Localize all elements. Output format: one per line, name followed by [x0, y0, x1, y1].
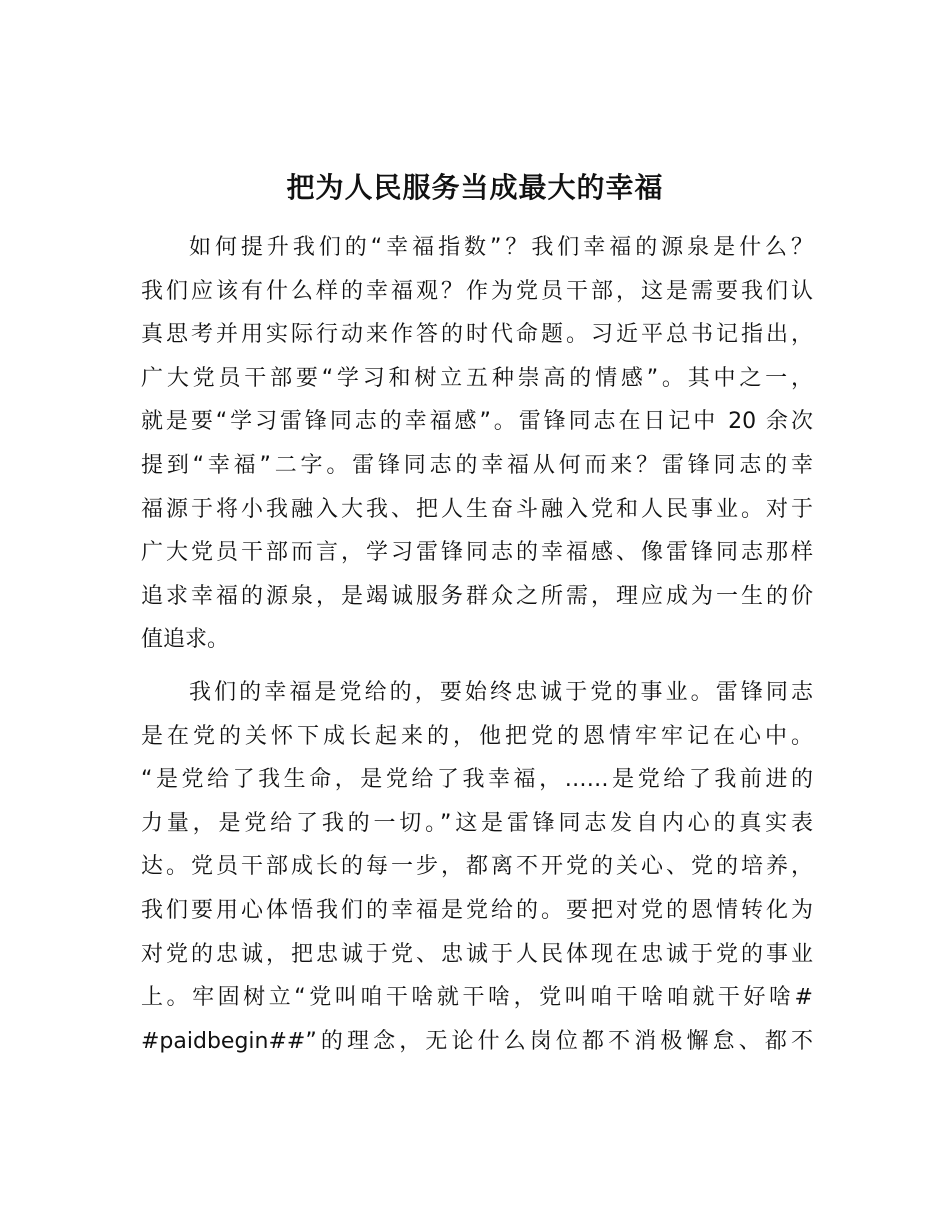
text-line: 追求幸福的源泉，是竭诚服务群众之所需，理应成为一生的价	[141, 583, 813, 609]
text-line: 是在党的关怀下成长起来的，他把党的恩情牢牢记在心中。	[141, 723, 813, 749]
text-line: 如何提升我们的“幸福指数”？我们幸福的源泉是什么？	[189, 235, 813, 260]
paragraph-2	[141, 671, 813, 1063]
text-line: 力量，是党给了我的一切。”这是雷锋同志发自内心的真实表	[141, 810, 813, 836]
text-line: 我们要用心体悟我们的幸福是党给的。要把对党的恩情转化为	[141, 897, 813, 923]
paragraph-spacer	[141, 662, 813, 671]
text-line: “是党给了我生命，是党给了我幸福，……是党给了我前进的	[141, 767, 813, 793]
text-line: 对党的忠诚，把忠诚于党、忠诚于人民体现在忠诚于党的事业	[141, 941, 813, 967]
text-line: 达。党员干部成长的每一步，都离不开党的关心、党的培养，	[141, 854, 813, 880]
text-line: 福源于将小我融入大我、把人生奋斗融入党和人民事业。对于	[141, 496, 813, 522]
paragraph-1	[141, 226, 813, 662]
text-line: #paidbegin##”的理念，无论什么岗位都不消极懈怠、都不	[141, 1028, 813, 1054]
document-body	[141, 226, 813, 1063]
text-line: 广大党员干部要“学习和树立五种崇高的情感”。其中之一，	[141, 365, 813, 391]
text-line: 提到“幸福”二字。雷锋同志的幸福从何而来？雷锋同志的幸	[141, 452, 813, 478]
text-line: 值追求。	[141, 627, 230, 653]
document-title: 把为人民服务当成最大的幸福	[286, 171, 664, 204]
text-line: 真思考并用实际行动来作答的时代命题。习近平总书记指出，	[141, 322, 813, 348]
text-line: 上。牢固树立“党叫咱干啥就干啥，党叫咱干啥咱就干好啥#	[141, 985, 813, 1011]
text-line: 就是要“学习雷锋同志的幸福感”。雷锋同志在日记中 20 余次	[141, 409, 813, 435]
text-line: 广大党员干部而言，学习雷锋同志的幸福感、像雷锋同志那样	[141, 540, 813, 566]
text-line: 我们的幸福是党给的，要始终忠诚于党的事业。雷锋同志	[189, 679, 813, 705]
text-line: 我们应该有什么样的幸福观？作为党员干部，这是需要我们认	[141, 278, 813, 304]
